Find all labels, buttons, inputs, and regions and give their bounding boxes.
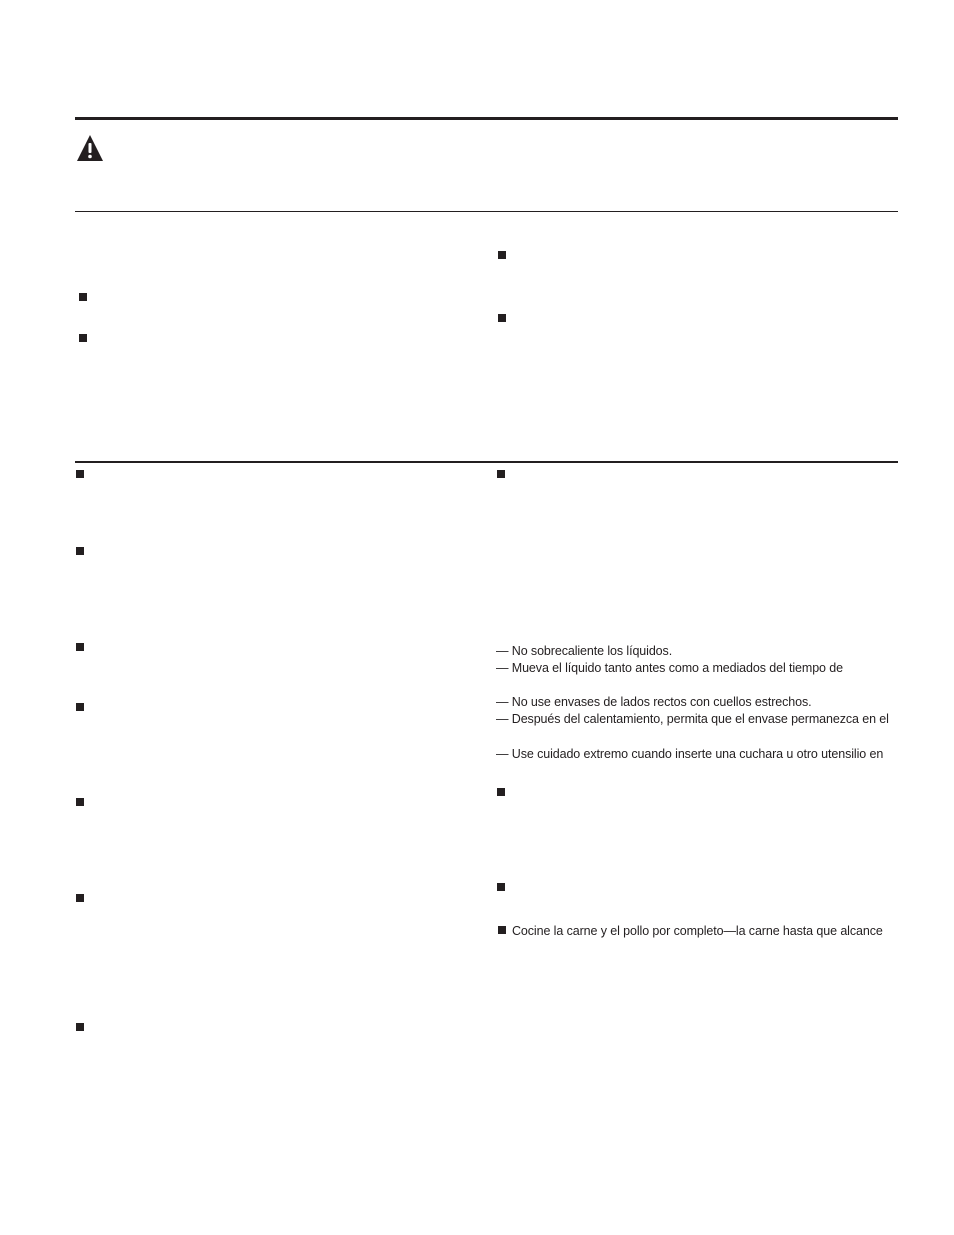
square-bullet-icon [76,798,84,806]
square-bullet-icon [497,788,505,796]
meat-cooking-bullet-text: Cocine la carne y el pollo por completo—la carne hasta que alcance [512,924,883,938]
square-bullet-icon [76,643,84,651]
square-bullet-icon [76,547,84,555]
square-bullet-icon [498,314,506,322]
square-bullet-icon [79,293,87,301]
square-bullet-icon [498,926,506,934]
square-bullet-icon [498,251,506,259]
top-rule [75,117,898,120]
liquid-tip-stir: — Mueva el líquido tanto antes como a mediados del tiempo de [496,661,843,675]
liquid-tip-standing: — Después del calentamiento, permita que el envase permanezca en el [496,712,889,726]
square-bullet-icon [76,894,84,902]
liquid-tip-spoon: — Use cuidado extremo cuando inserte una cuchara u otro utensilio en [496,747,884,761]
warning-triangle-icon [76,134,104,162]
liquid-tip-overheat: — No sobrecaliente los líquidos. [496,644,673,658]
square-bullet-icon [497,883,505,891]
square-bullet-icon [497,470,505,478]
square-bullet-icon [76,470,84,478]
square-bullet-icon [76,703,84,711]
liquid-tip-containers: — No use envases de lados rectos con cuellos estrechos. [496,695,812,709]
square-bullet-icon [79,334,87,342]
section-divider [75,461,898,463]
square-bullet-icon [76,1023,84,1031]
section-divider-thin [75,211,898,212]
